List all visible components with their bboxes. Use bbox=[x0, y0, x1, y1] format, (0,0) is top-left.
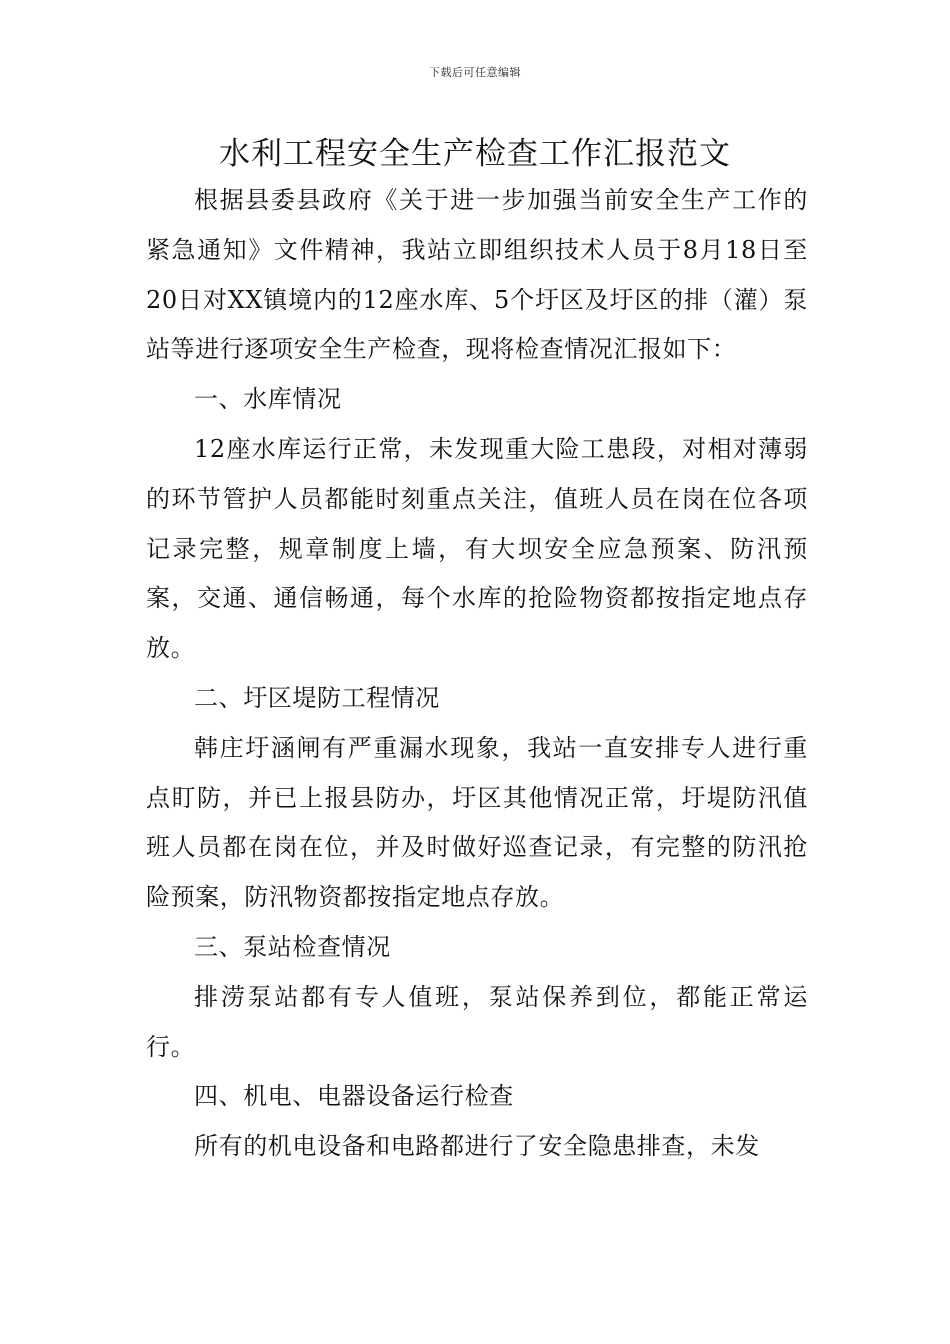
equipment-paragraph: 所有的机电设备和电路都进行了安全隐患排查，未发 bbox=[194, 1132, 760, 1161]
section-heading-reservoir: 一、水库情况 bbox=[194, 385, 342, 414]
document-title: 水利工程安全生产检查工作汇报范文 bbox=[219, 136, 731, 172]
document-body bbox=[146, 176, 808, 1172]
pump-station-paragraph: 排涝泵站都有专人值班，泵站保养到位，都能正常运行。 bbox=[146, 982, 808, 1061]
intro-paragraph: 根据县委县政府《关于进一步加强当前安全生产工作的紧急通知》文件精神，我站立即组织技术人员于8月18日至20日对XX镇境内的12座水库、5个圩区及圩区的排（灌）泵站等进行逐项安全生产检查，现将检查情况汇报如下： bbox=[146, 186, 808, 364]
embankment-paragraph: 韩庄圩涵闸有严重漏水现象，我站一直安排专人进行重点盯防，并已上报县防办，圩区其他情况正常，圩堤防汛值班人员都在岗在位，并及时做好巡查记录，有完整的防汛抢险预案，防汛物资都按指定地点存放。 bbox=[146, 733, 808, 912]
header-note: 下载后可任意编辑 bbox=[429, 66, 521, 79]
section-heading-embankment: 二、圩区堤防工程情况 bbox=[194, 683, 440, 712]
section-heading-equipment: 四、机电、电器设备运行检查 bbox=[194, 1082, 514, 1111]
section-heading-pump-station: 三、泵站检查情况 bbox=[194, 932, 391, 961]
reservoir-paragraph: 12座水库运行正常，未发现重大险工患段，对相对薄弱的环节管护人员都能时刻重点关注，值班人员在岗在位各项记录完整，规章制度上墙，有大坝安全应急预案、防汛预案，交通、通信畅通，每个水库的抢险物资都按指定地点存放。 bbox=[146, 434, 808, 663]
